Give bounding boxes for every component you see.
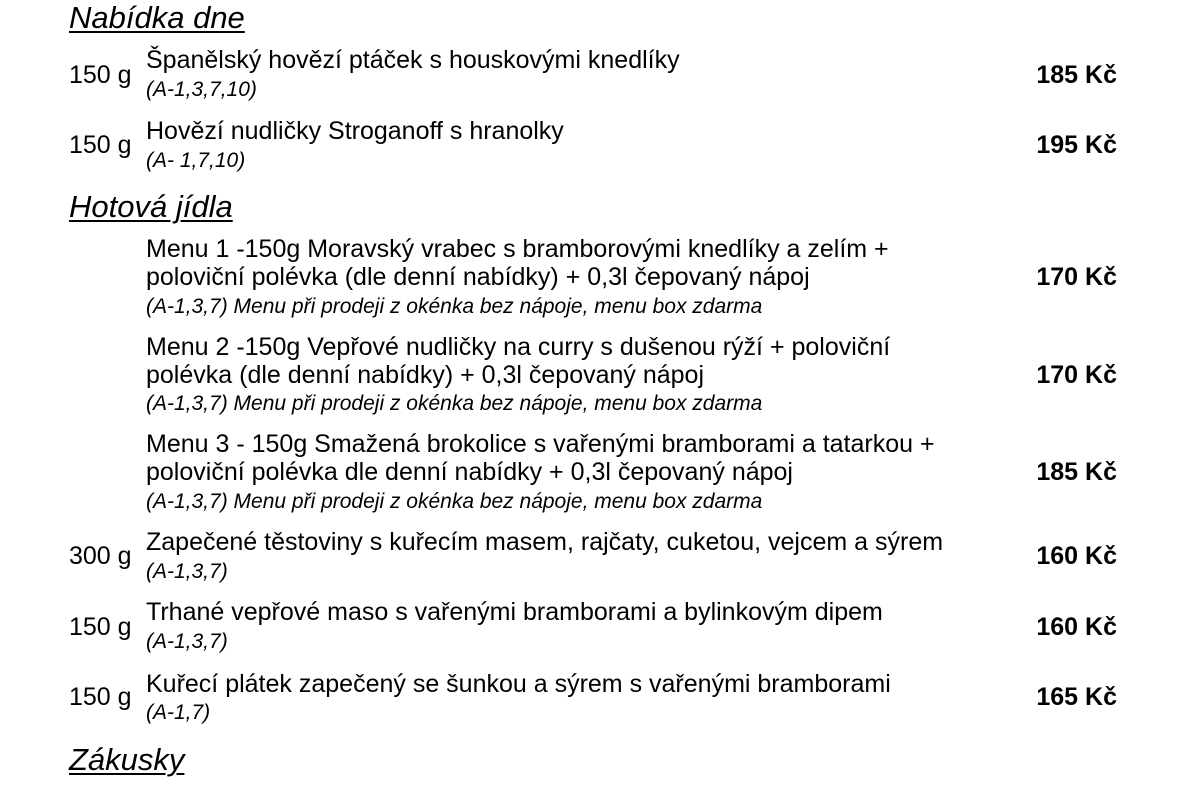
item-allergens: (A-1,3,7) bbox=[146, 560, 228, 583]
item-allergens: (A-1,7) bbox=[146, 701, 211, 724]
item-name: Španělský hovězí ptáček s houskovými knedlíky bbox=[146, 46, 680, 74]
item-price: 160 Kč bbox=[1036, 613, 1117, 641]
item-name: Zapečené těstoviny s kuřecím masem, rajčaty, cuketou, vejcem a sýrem bbox=[146, 528, 944, 556]
menu-description-line-2: polévka (dle denní nabídky) + 0,3l čepovaný nápoj bbox=[146, 361, 705, 389]
menu-description-line-1: Menu 2 -150g Vepřové nudličky na curry s dušenou rýží + poloviční bbox=[146, 333, 891, 361]
menu-description-line-2: poloviční polévka dle denní nabídky + 0,3l čepovaný nápoj bbox=[146, 458, 793, 486]
item-price: 185 Kč bbox=[1036, 61, 1117, 89]
item-price: 160 Kč bbox=[1036, 542, 1117, 570]
item-weight: 150 g bbox=[69, 613, 132, 641]
item-weight: 150 g bbox=[69, 131, 132, 159]
item-name: Hovězí nudličky Stroganoff s hranolky bbox=[146, 117, 564, 145]
section-heading-desserts: Zákusky bbox=[69, 742, 185, 777]
menu-note: (A-1,3,7) Menu při prodeji z okénka bez nápoje, menu box zdarma bbox=[146, 490, 763, 513]
item-allergens: (A- 1,7,10) bbox=[146, 149, 246, 172]
section-heading-daily-offer: Nabídka dne bbox=[69, 0, 245, 35]
menu-description-line-1: Menu 1 -150g Moravský vrabec s bramborovými knedlíky a zelím + bbox=[146, 235, 889, 263]
item-name: Kuřecí plátek zapečený se šunkou a sýrem s vařenými bramborami bbox=[146, 670, 891, 698]
item-price: 165 Kč bbox=[1036, 683, 1117, 711]
item-weight: 150 g bbox=[69, 61, 132, 89]
menu-note: (A-1,3,7) Menu při prodeji z okénka bez nápoje, menu box zdarma bbox=[146, 295, 763, 318]
item-price: 170 Kč bbox=[1036, 361, 1117, 389]
section-heading-ready-meals: Hotová jídla bbox=[69, 189, 233, 224]
item-weight: 150 g bbox=[69, 683, 132, 711]
menu-description-line-1: Menu 3 - 150g Smažená brokolice s vařenými bramborami a tatarkou + bbox=[146, 430, 935, 458]
item-price: 195 Kč bbox=[1036, 131, 1117, 159]
item-weight: 300 g bbox=[69, 542, 132, 570]
item-allergens: (A-1,3,7,10) bbox=[146, 78, 257, 101]
item-name: Trhané vepřové maso s vařenými bramborami a bylinkovým dipem bbox=[146, 598, 883, 626]
item-price: 170 Kč bbox=[1036, 263, 1117, 291]
item-allergens: (A-1,3,7) bbox=[146, 630, 228, 653]
menu-note: (A-1,3,7) Menu při prodeji z okénka bez nápoje, menu box zdarma bbox=[146, 392, 763, 415]
item-price: 185 Kč bbox=[1036, 458, 1117, 486]
menu-description-line-2: poloviční polévka (dle denní nabídky) + 0,3l čepovaný nápoj bbox=[146, 263, 810, 291]
